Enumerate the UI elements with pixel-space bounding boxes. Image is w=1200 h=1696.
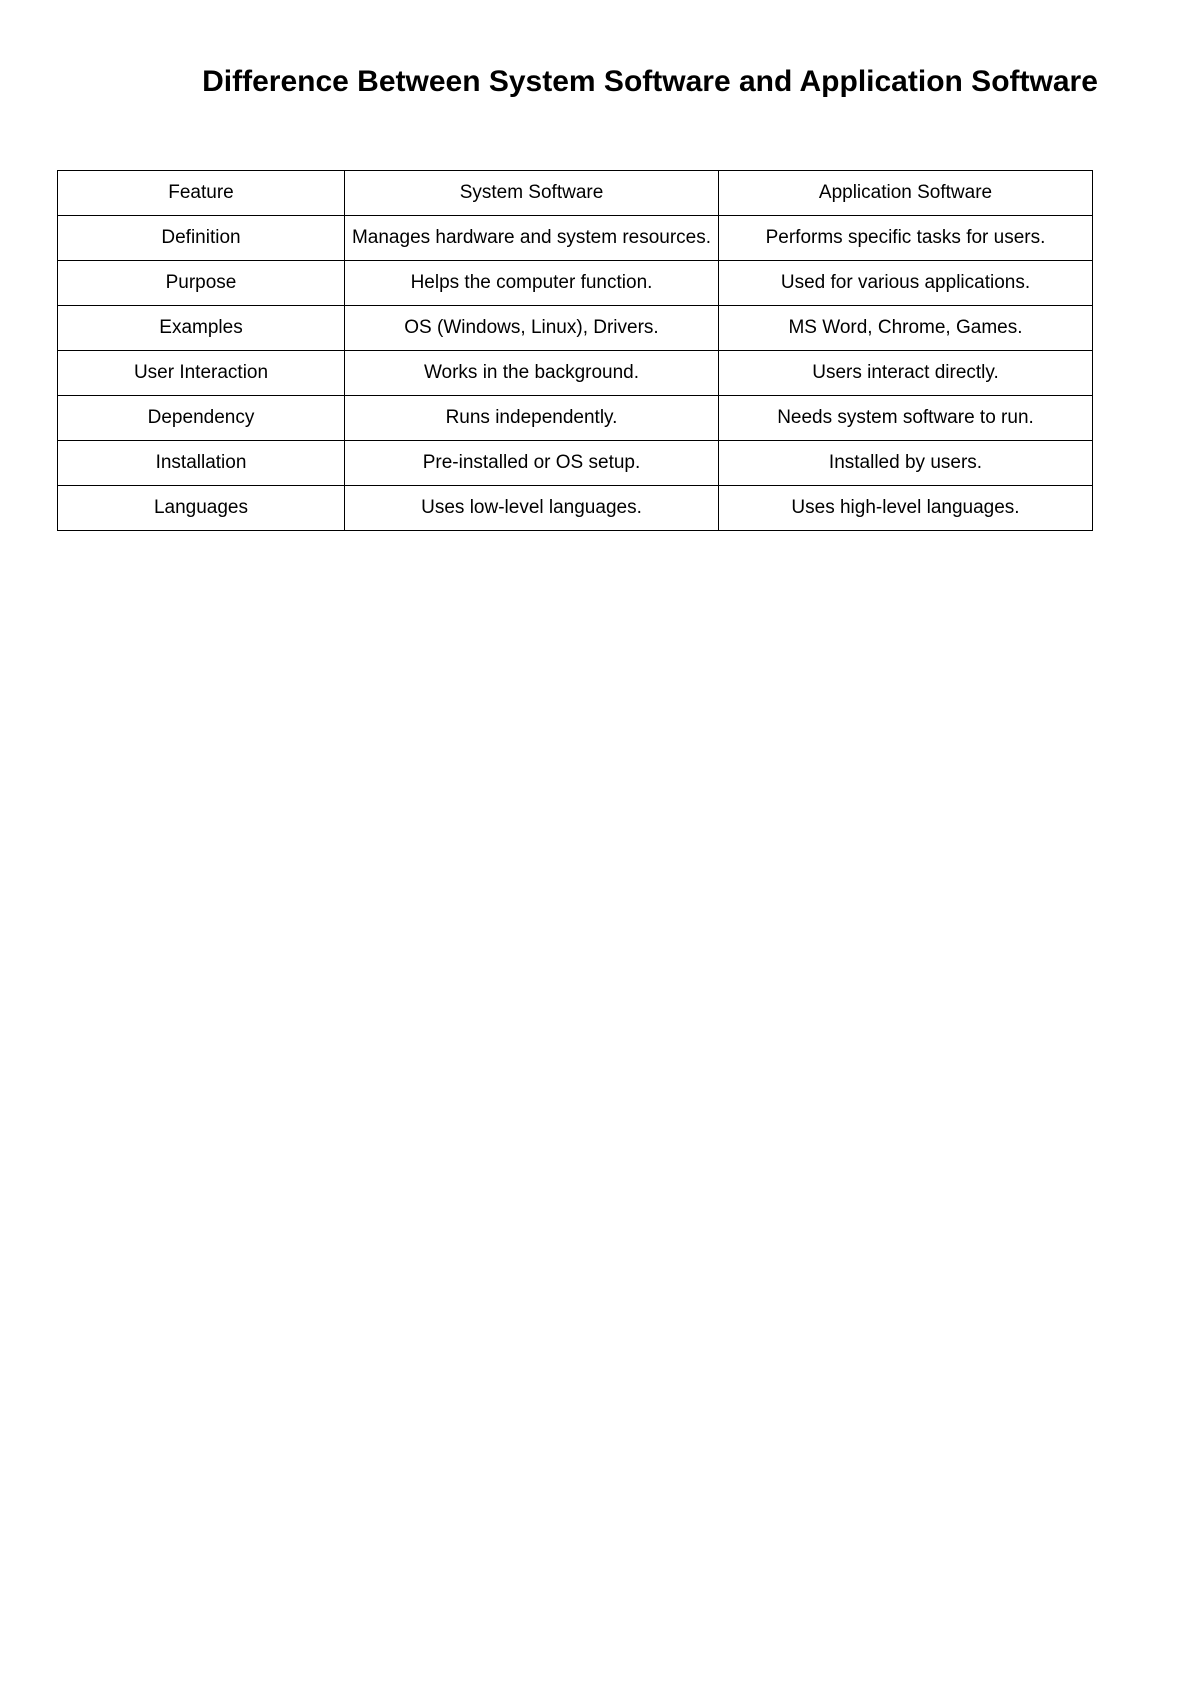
system-software-cell: Runs independently.: [345, 396, 719, 441]
feature-cell: Examples: [58, 306, 345, 351]
system-software-cell: Uses low-level languages.: [345, 486, 719, 531]
header-application-software: Application Software: [719, 171, 1093, 216]
table-row: [58, 486, 1093, 531]
feature-cell: Installation: [58, 441, 345, 486]
table-row: [58, 351, 1093, 396]
application-software-cell: Users interact directly.: [719, 351, 1093, 396]
application-software-cell: Used for various applications.: [719, 261, 1093, 306]
feature-cell: Languages: [58, 486, 345, 531]
system-software-cell: Pre-installed or OS setup.: [345, 441, 719, 486]
feature-cell: Definition: [58, 216, 345, 261]
page-title: Difference Between System Software and Application Software: [202, 65, 1098, 98]
application-software-cell: Needs system software to run.: [719, 396, 1093, 441]
application-software-cell: MS Word, Chrome, Games.: [719, 306, 1093, 351]
application-software-cell: Uses high-level languages.: [719, 486, 1093, 531]
system-software-cell: OS (Windows, Linux), Drivers.: [345, 306, 719, 351]
table-row: [58, 396, 1093, 441]
table-row: [58, 306, 1093, 351]
table-header-row: [58, 171, 1093, 216]
system-software-cell: Manages hardware and system resources.: [345, 216, 719, 261]
header-system-software: System Software: [345, 171, 719, 216]
comparison-table: [57, 170, 1093, 531]
table-row: [58, 441, 1093, 486]
system-software-cell: Helps the computer function.: [345, 261, 719, 306]
table-row: [58, 261, 1093, 306]
feature-cell: User Interaction: [58, 351, 345, 396]
system-software-cell: Works in the background.: [345, 351, 719, 396]
table-row: [58, 216, 1093, 261]
application-software-cell: Installed by users.: [719, 441, 1093, 486]
header-feature: Feature: [58, 171, 345, 216]
feature-cell: Dependency: [58, 396, 345, 441]
feature-cell: Purpose: [58, 261, 345, 306]
application-software-cell: Performs specific tasks for users.: [719, 216, 1093, 261]
